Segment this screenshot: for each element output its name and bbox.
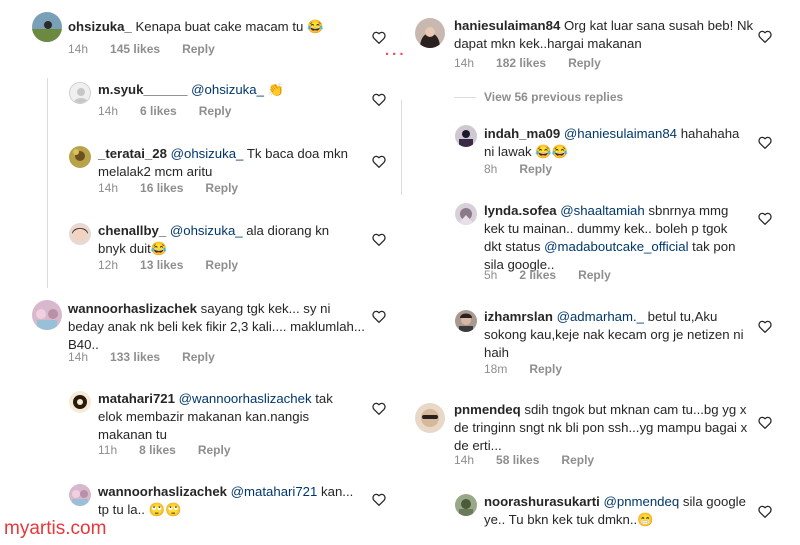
comment-mention[interactable]: @ohsizuka_	[191, 82, 264, 97]
comment-meta	[98, 258, 260, 272]
comment-body: Kenapa buat cake macam tu 😂	[135, 19, 324, 34]
comment-body: tak pon sila google..	[484, 239, 736, 272]
reply-comment	[408, 198, 800, 288]
comment-mention[interactable]: @pnmendeq	[603, 494, 680, 509]
avatar[interactable]	[69, 82, 91, 104]
comment	[408, 393, 800, 473]
comment-username[interactable]: ohsizuka_	[68, 19, 132, 34]
heart-outline-icon[interactable]	[372, 310, 386, 323]
comment-text	[454, 17, 754, 53]
comment-time: 14h	[98, 181, 119, 195]
comment	[408, 0, 800, 75]
avatar[interactable]	[415, 403, 445, 433]
comment-likes[interactable]: 8 likes	[139, 443, 176, 457]
reply-comment	[0, 219, 398, 284]
reply-comment	[0, 480, 398, 520]
reply-button[interactable]: Reply	[205, 258, 239, 272]
comment-text	[484, 493, 746, 529]
comment-likes[interactable]: 16 likes	[140, 181, 184, 195]
comment-meta	[484, 362, 584, 376]
comment-body: sbnrnya mmg kek tu mainan.. dummy kek.. boleh p tgok dkt status	[484, 203, 729, 254]
comment-likes[interactable]: 58 likes	[496, 453, 540, 467]
comment-username[interactable]: wannoorhaslizachek	[68, 301, 197, 316]
comment-meta	[454, 453, 616, 467]
comment-username[interactable]: izhamrslan	[484, 309, 553, 324]
reply-button[interactable]: Reply	[578, 268, 611, 282]
reply-button[interactable]: Reply	[182, 42, 215, 56]
comment	[0, 292, 398, 372]
heart-outline-icon[interactable]	[758, 320, 772, 333]
reply-comment	[0, 387, 398, 462]
comment-time: 12h	[98, 258, 119, 272]
comment-time: 14h	[454, 453, 475, 467]
view-previous-label[interactable]: View 56 previous replies	[484, 90, 624, 104]
avatar[interactable]	[455, 125, 477, 147]
divider	[454, 97, 476, 98]
comment-username[interactable]: _teratai_28	[98, 146, 167, 161]
heart-outline-icon[interactable]	[758, 30, 772, 43]
comment-body: hahahaha ni lawak 😂😂	[484, 126, 740, 159]
heart-outline-icon[interactable]	[372, 155, 386, 168]
reply-comment	[408, 122, 800, 182]
heart-outline-icon[interactable]	[372, 493, 386, 506]
right-comment-column	[408, 0, 800, 545]
comment-text	[484, 308, 746, 362]
comment-body: Org kat luar sana susah beb! Nk dapat mkn kek..hargai makanan	[454, 18, 754, 51]
comment-mention[interactable]: @ohsizuka_	[169, 223, 243, 238]
reply-button[interactable]: Reply	[519, 162, 553, 176]
comment-meta	[68, 350, 237, 364]
comment-meta	[454, 56, 623, 70]
comment-body: 👏	[267, 82, 285, 97]
avatar[interactable]	[415, 18, 445, 48]
watermark: myartis.com	[4, 518, 107, 539]
comment-username[interactable]: chenallby_	[98, 223, 167, 238]
comment-likes[interactable]: 6 likes	[140, 104, 177, 118]
comment-body: betul tu,Aku sokong kau,keje nak kecam org je netizen ni haih	[484, 309, 744, 360]
avatar[interactable]	[455, 203, 477, 225]
view-previous-replies-button[interactable]	[454, 90, 623, 104]
avatar[interactable]	[455, 494, 477, 516]
comment-username[interactable]: pnmendeq	[454, 402, 521, 417]
heart-outline-icon[interactable]	[372, 233, 386, 246]
comment-username[interactable]: lynda.sofea	[484, 203, 557, 218]
comment-meta	[484, 162, 574, 176]
comment-text	[98, 483, 360, 519]
avatar[interactable]	[32, 12, 62, 42]
heart-outline-icon[interactable]	[758, 136, 772, 149]
comment-username[interactable]: indah_ma09	[484, 126, 561, 141]
comment-likes[interactable]: 133 likes	[110, 350, 161, 364]
reply-comment	[408, 305, 800, 380]
comment-mention[interactable]: @ohsizuka_	[170, 146, 244, 161]
avatar[interactable]	[32, 300, 62, 330]
reply-comment	[0, 142, 398, 212]
comment-time: 5h	[484, 268, 498, 282]
comment-time: 11h	[98, 443, 118, 457]
heart-outline-icon[interactable]	[372, 93, 386, 106]
avatar[interactable]	[69, 223, 91, 245]
comment-body: kan... tp tu la.. 🙄🙄	[98, 484, 354, 517]
reply-button[interactable]: Reply	[197, 443, 231, 457]
comment-text	[98, 81, 358, 99]
comment-time: 18m	[484, 362, 508, 376]
comment	[0, 0, 398, 70]
heart-outline-icon[interactable]	[372, 31, 386, 44]
comment-body: tak elok membazir makanan kan.nangis makanan tu	[98, 391, 333, 442]
comment-text	[98, 390, 360, 444]
comment-text	[68, 300, 368, 354]
avatar[interactable]	[69, 391, 91, 413]
comment-mention[interactable]: @haniesulaiman84	[563, 126, 678, 141]
reply-button[interactable]: Reply	[561, 453, 595, 467]
more-ellipsis: ...	[385, 42, 407, 59]
heart-outline-icon[interactable]	[758, 505, 772, 518]
comment-text	[454, 401, 754, 455]
comment-likes[interactable]: 13 likes	[140, 258, 184, 272]
comment-text	[484, 202, 746, 274]
comment-likes[interactable]: 182 likes	[496, 56, 547, 70]
reply-button[interactable]: Reply	[198, 104, 232, 118]
comment-username[interactable]: haniesulaiman84	[454, 18, 561, 33]
reply-comment	[0, 78, 398, 138]
comment-time: 14h	[98, 104, 119, 118]
heart-outline-icon[interactable]	[758, 416, 772, 429]
comment-mention[interactable]: @wannoorhaslizachek	[178, 391, 312, 406]
comment-meta	[98, 443, 253, 457]
reply-button[interactable]: Reply	[205, 181, 239, 195]
comment-mention[interactable]: @shaaltamiah	[560, 203, 645, 218]
comment-username[interactable]: matahari721	[98, 391, 175, 406]
comment-username[interactable]: noorashurasukarti	[484, 494, 600, 509]
comment-time: 14h	[454, 56, 475, 70]
comment-meta	[484, 268, 633, 282]
comment-text	[98, 145, 360, 181]
reply-comment	[408, 490, 800, 535]
comment-meta	[68, 42, 237, 56]
comment-time: 14h	[68, 350, 89, 364]
comment-body: sdih tngok but mknan cam tu...bg yg x de tringinn sngt nk bli pon ssh...yg mampu bagai x de erti...	[454, 402, 748, 453]
reply-thread-line	[401, 100, 402, 195]
comment-text	[98, 222, 360, 258]
reply-button[interactable]: Reply	[529, 362, 563, 376]
avatar[interactable]	[455, 310, 477, 332]
comment-time: 14h	[68, 42, 89, 56]
comment-likes[interactable]: 2 likes	[519, 268, 557, 282]
comment-meta	[98, 181, 260, 195]
left-comment-column	[0, 0, 398, 545]
comment-likes[interactable]: 145 likes	[110, 42, 161, 56]
comment-body: sila google ye.. Tu bkn kek tuk dmkn..😁	[484, 494, 746, 527]
comment-body: ala diorang kn bnyk duit😂	[98, 223, 330, 256]
comment-time: 8h	[484, 162, 498, 176]
reply-button[interactable]: Reply	[568, 56, 601, 70]
comment-username[interactable]: m.syuk______	[98, 82, 188, 97]
comment-mention[interactable]: @admarham._	[556, 309, 644, 324]
avatar[interactable]	[69, 484, 91, 506]
comment-text	[484, 125, 746, 161]
comment-username[interactable]: wannoorhaslizachek	[98, 484, 227, 499]
avatar[interactable]	[69, 146, 91, 168]
comment-body: Tk baca doa mkn melalak2 mcm aritu	[98, 146, 348, 179]
comment-mention[interactable]: @matahari721	[230, 484, 318, 499]
reply-button[interactable]: Reply	[182, 350, 215, 364]
comment-meta	[98, 104, 253, 118]
heart-outline-icon[interactable]	[758, 212, 772, 225]
comment-text	[68, 18, 368, 36]
comment-mention[interactable]: @madaboutcake_official	[544, 239, 689, 254]
heart-outline-icon[interactable]	[372, 402, 386, 415]
comment-body: sayang tgk kek... sy ni beday anak nk beli kek fikir 2,3 kali.... maklumlah... B40..	[68, 301, 365, 352]
